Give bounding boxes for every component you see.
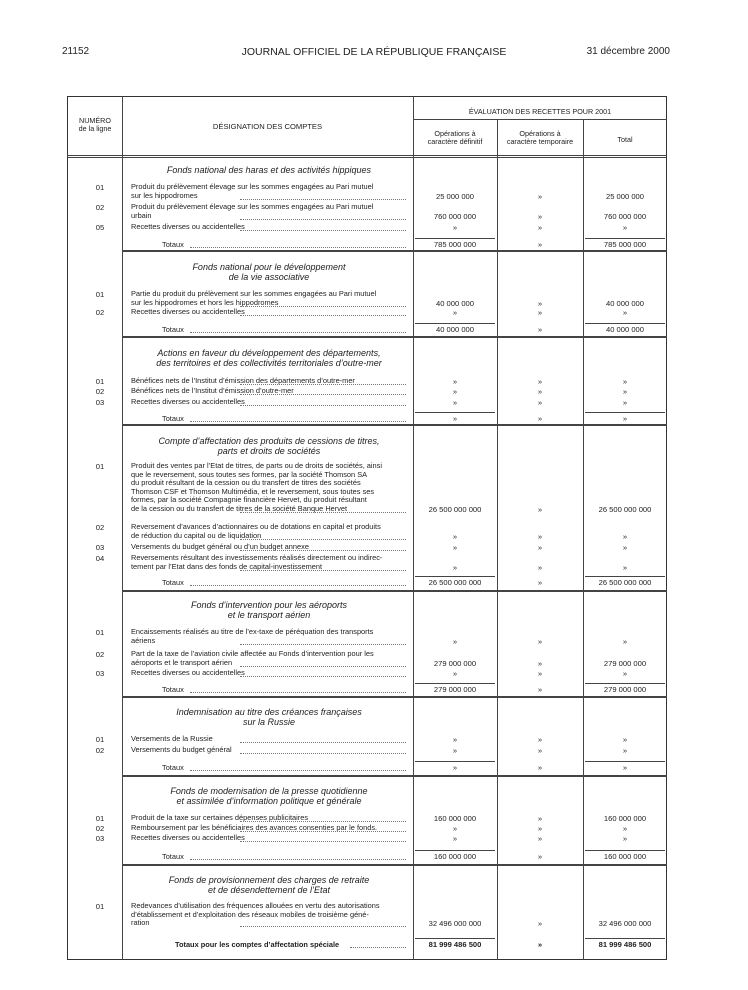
total-rule xyxy=(585,850,665,851)
line-description: Bénéfices nets de l’Institut d’émission d’outre-mer xyxy=(131,387,294,395)
total-tmp: » xyxy=(537,763,543,772)
total-rule xyxy=(585,412,665,413)
total-tmp: » xyxy=(537,414,543,423)
amount-tmp: » xyxy=(537,562,543,572)
amount-tmp: » xyxy=(537,834,543,843)
section-title: Fonds national des haras et des activités hippiques xyxy=(166,165,372,175)
totals-label: Totaux xyxy=(162,325,184,334)
line-number: 01 xyxy=(95,462,105,471)
totals-label: Totaux pour les comptes d’affectation spéciale xyxy=(175,940,340,949)
line-description: Recettes diverses ou accidentelles xyxy=(131,308,245,316)
line-description: Part de la taxe de l’aviation civile affectée au Fonds d’intervention pour les aéroports et le transport aérien xyxy=(131,650,374,667)
amount-def: 760 000 000 xyxy=(433,211,477,221)
column-divider xyxy=(122,96,123,960)
line-description: Versements du budget général xyxy=(131,746,232,754)
totals-label: Totaux xyxy=(162,414,184,423)
dotted-leader xyxy=(240,512,406,513)
total-rule xyxy=(415,576,495,577)
line-number: 01 xyxy=(95,902,105,911)
section-title: Indemnisation au titre des créances françaises sur la Russie xyxy=(176,707,362,727)
amount-def: » xyxy=(452,834,458,843)
section-title: Fonds de provisionnement des charges de retraite et de désendettement de l’Etat xyxy=(168,875,370,895)
total-def: » xyxy=(452,763,458,772)
amount-tmp: » xyxy=(537,191,543,201)
dotted-leader xyxy=(240,831,406,832)
dotted-leader xyxy=(240,841,406,842)
total-rule xyxy=(585,761,665,762)
amount-def: » xyxy=(452,398,458,407)
section-separator xyxy=(122,424,667,426)
line-number: 02 xyxy=(95,387,105,396)
dotted-leader xyxy=(240,219,406,220)
total-def: 40 000 000 xyxy=(435,325,474,334)
line-number: 02 xyxy=(95,650,105,659)
amount-tot: » xyxy=(622,669,628,678)
total-rule xyxy=(585,576,665,577)
total-tot: 160 000 000 xyxy=(603,852,647,861)
amount-def: » xyxy=(452,562,458,572)
line-description: Recettes diverses ou accidentelles xyxy=(131,398,245,406)
amount-tmp: » xyxy=(537,308,543,317)
totals-label: Totaux xyxy=(162,685,184,694)
amount-tot: 26 500 000 000 xyxy=(598,505,652,514)
amount-def: » xyxy=(452,377,458,386)
amount-tot: 32 496 000 000 xyxy=(598,919,652,929)
line-description: Produit des ventes par l’Etat de titres, de parts ou de droits de sociétés, ainsi que le reversement, sous toutes ses formes, par la société Thomson SA du produit résultant de la cession ou du transfert de titres des sociétés Thomson CSF et Thomson Multimédia, et le reversement, sous toutes ses formes, par la société Compagnie financière Hervet, du produit résultant de la cession ou du transfert de titres de la société Banque Hervet xyxy=(131,462,383,513)
line-number: 03 xyxy=(95,543,105,552)
totals-label: Totaux xyxy=(162,578,184,587)
section-separator xyxy=(122,250,667,252)
amount-tot: » xyxy=(622,746,628,755)
header-col-temporaire: Opérations à caractère temporaire xyxy=(506,129,574,146)
journal-title: JOURNAL OFFICIEL DE LA RÉPUBLIQUE FRANÇAISE xyxy=(241,46,507,58)
line-number: 02 xyxy=(95,308,105,317)
line-description: Redevances d’utilisation des fréquences allouées en vertu des autorisations d’établissement et d’exploitation des réseaux mobiles de troisième géné- ration xyxy=(131,902,380,928)
total-rule xyxy=(415,683,495,684)
total-tmp: » xyxy=(537,325,543,334)
amount-tot: 40 000 000 xyxy=(605,298,644,308)
section-title: Fonds de modernisation de la presse quotidienne et assimilée d’information politique et générale xyxy=(170,786,368,806)
dotted-leader xyxy=(350,947,406,948)
section-separator xyxy=(122,590,667,592)
line-description: Remboursement par les bénéficiaires des avances consenties par le fonds. xyxy=(131,824,378,832)
section-separator xyxy=(122,864,667,866)
total-tmp: » xyxy=(537,852,543,861)
totals-label: Totaux xyxy=(162,852,184,861)
total-rule xyxy=(585,323,665,324)
amount-tmp: » xyxy=(537,223,543,232)
line-number: 02 xyxy=(95,523,105,532)
dotted-leader xyxy=(190,859,406,860)
page-number: 21152 xyxy=(62,46,90,57)
dotted-leader xyxy=(240,539,406,540)
section-separator xyxy=(122,696,667,698)
total-rule xyxy=(415,850,495,851)
header-numero: NUMÉRO de la ligne xyxy=(78,116,112,133)
dotted-leader xyxy=(240,644,406,645)
dotted-leader xyxy=(240,384,406,385)
amount-def: » xyxy=(452,746,458,755)
total-tmp: » xyxy=(537,578,543,587)
total-rule xyxy=(585,683,665,684)
total-def: 160 000 000 xyxy=(433,852,477,861)
total-rule xyxy=(585,938,665,939)
section-title: Actions en faveur du développement des départements, des territoires et des collectivités territoriales d’outre-mer xyxy=(156,348,382,368)
total-rule xyxy=(415,412,495,413)
amount-tot: » xyxy=(622,636,628,646)
amount-def: » xyxy=(452,223,458,232)
total-tot: » xyxy=(622,763,628,772)
header-evaluation: ÉVALUATION DES RECETTES POUR 2001 xyxy=(468,107,612,116)
total-tot: » xyxy=(622,414,628,423)
dotted-leader xyxy=(240,394,406,395)
line-description: Versements du budget général ou d’un budget annexe xyxy=(131,543,309,551)
line-description: Produit de la taxe sur certaines dépenses publicitaires xyxy=(131,814,309,822)
total-rule xyxy=(415,761,495,762)
dotted-leader xyxy=(240,230,406,231)
amount-tot: 25 000 000 xyxy=(605,191,644,201)
total-def: 26 500 000 000 xyxy=(428,578,482,587)
amount-def: » xyxy=(452,636,458,646)
line-description: Produit du prélèvement élevage sur les sommes engagées au Pari mutuel sur les hippodromes xyxy=(131,183,374,200)
amount-def: » xyxy=(452,824,458,833)
amount-tot: » xyxy=(622,824,628,833)
amount-tmp: » xyxy=(537,735,543,744)
line-description: Bénéfices nets de l’Institut d’émission des départements d’outre-mer xyxy=(131,377,355,385)
totals-label: Totaux xyxy=(162,763,184,772)
amount-def: 26 500 000 000 xyxy=(428,505,482,514)
header-bottom-rule xyxy=(67,155,667,158)
amount-tmp: » xyxy=(537,298,543,308)
amount-tot: 760 000 000 xyxy=(603,211,647,221)
dotted-leader xyxy=(240,570,406,571)
line-description: Partie du produit du prélèvement sur les sommes engagées au Pari mutuel sur les hippodromes et hors les hippodromes xyxy=(131,290,377,307)
amount-tot: » xyxy=(622,834,628,843)
amount-tmp: » xyxy=(537,543,543,552)
dotted-leader xyxy=(240,742,406,743)
line-number: 03 xyxy=(95,398,105,407)
section-title: Compte d’affectation des produits de cessions de titres, parts et droits de sociétés xyxy=(158,436,380,456)
total-tot: 26 500 000 000 xyxy=(598,578,652,587)
amount-tot: » xyxy=(622,543,628,552)
amount-def: 279 000 000 xyxy=(433,658,477,668)
line-description: Recettes diverses ou accidentelles xyxy=(131,223,245,231)
dotted-leader xyxy=(190,585,406,586)
total-tot: 81 999 486 500 xyxy=(598,940,652,949)
total-rule xyxy=(585,238,665,239)
dotted-leader xyxy=(240,405,406,406)
line-number: 04 xyxy=(95,554,105,563)
amount-tmp: » xyxy=(537,658,543,668)
amount-tmp: » xyxy=(537,398,543,407)
line-description: Recettes diverses ou accidentelles xyxy=(131,669,245,677)
total-tmp: » xyxy=(537,240,543,249)
dotted-leader xyxy=(240,926,406,927)
amount-def: 160 000 000 xyxy=(433,814,477,823)
line-number: 01 xyxy=(95,183,105,192)
amount-def: » xyxy=(452,735,458,744)
dotted-leader xyxy=(240,306,406,307)
dotted-leader xyxy=(240,666,406,667)
total-def: » xyxy=(452,414,458,423)
total-tmp: » xyxy=(537,940,543,949)
amount-tot: » xyxy=(622,735,628,744)
dotted-leader xyxy=(190,247,406,248)
section-title: Fonds national pour le développement de la vie associative xyxy=(192,262,346,282)
header-col-definitif: Opérations à caractère définitif xyxy=(427,129,483,146)
header-designation: DÉSIGNATION DES COMPTES xyxy=(212,122,323,131)
line-description: Produit du prélèvement élevage sur les sommes engagées au Pari mutuel urbain xyxy=(131,203,374,220)
amount-tmp: » xyxy=(537,669,543,678)
dotted-leader xyxy=(240,753,406,754)
amount-tmp: » xyxy=(537,531,543,541)
total-tot: 279 000 000 xyxy=(603,685,647,694)
total-def: 785 000 000 xyxy=(433,240,477,249)
amount-def: 40 000 000 xyxy=(435,298,474,308)
amount-tot: » xyxy=(622,562,628,572)
dotted-leader xyxy=(240,199,406,200)
amount-tmp: » xyxy=(537,211,543,221)
amount-tmp: » xyxy=(537,387,543,396)
total-rule xyxy=(415,238,495,239)
line-description: Versements de la Russie xyxy=(131,735,213,743)
amount-tmp: » xyxy=(537,814,543,823)
dotted-leader xyxy=(190,421,406,422)
line-number: 03 xyxy=(95,669,105,678)
dotted-leader xyxy=(190,692,406,693)
line-description: Reversement d’avances d’actionnaires ou de dotations en capital et produits de réduction du capital ou de liquidation xyxy=(131,523,381,540)
amount-def: » xyxy=(452,669,458,678)
line-number: 01 xyxy=(95,377,105,386)
amount-tmp: » xyxy=(537,377,543,386)
amount-tot: » xyxy=(622,387,628,396)
line-number: 02 xyxy=(95,824,105,833)
total-tot: 785 000 000 xyxy=(603,240,647,249)
amount-tmp: » xyxy=(537,636,543,646)
line-description: Reversements résultant des investissements réalisés directement ou indirec- tement par l’Etat dans des fonds de capital-investissement xyxy=(131,554,383,571)
amount-def: 25 000 000 xyxy=(435,191,474,201)
line-number: 01 xyxy=(95,628,105,637)
amount-def: 32 496 000 000 xyxy=(428,919,482,929)
section-title: Fonds d’intervention pour les aéroports et le transport aérien xyxy=(190,600,348,620)
line-number: 05 xyxy=(95,223,105,232)
amount-tot: » xyxy=(622,398,628,407)
section-separator xyxy=(122,336,667,338)
dotted-leader xyxy=(240,821,406,822)
amount-tmp: » xyxy=(537,824,543,833)
header-col-total: Total xyxy=(617,135,633,144)
issue-date: 31 décembre 2000 xyxy=(586,46,670,57)
amount-tmp: » xyxy=(537,746,543,755)
total-tmp: » xyxy=(537,685,543,694)
line-number: 02 xyxy=(95,203,105,212)
line-number: 03 xyxy=(95,834,105,843)
total-rule xyxy=(415,938,495,939)
dotted-leader xyxy=(190,332,406,333)
amount-tot: » xyxy=(622,223,628,232)
amount-tot: 160 000 000 xyxy=(603,814,647,823)
dotted-leader xyxy=(240,315,406,316)
amount-tmp: » xyxy=(537,919,543,929)
header-rule xyxy=(413,119,667,120)
amount-tot: » xyxy=(622,531,628,541)
line-description: Encaissements réalisés au titre de l’ex-taxe de péréquation des transports aériens xyxy=(131,628,374,645)
line-number: 01 xyxy=(95,290,105,299)
amount-def: » xyxy=(452,543,458,552)
total-def: 279 000 000 xyxy=(433,685,477,694)
amount-tot: » xyxy=(622,377,628,386)
line-description: Recettes diverses ou accidentelles xyxy=(131,834,245,842)
dotted-leader xyxy=(240,676,406,677)
section-separator xyxy=(122,775,667,777)
amount-def: » xyxy=(452,531,458,541)
amount-def: » xyxy=(452,387,458,396)
total-rule xyxy=(415,323,495,324)
total-tot: 40 000 000 xyxy=(605,325,644,334)
amount-tmp: » xyxy=(537,505,543,514)
total-def: 81 999 486 500 xyxy=(428,940,482,949)
amount-tot: » xyxy=(622,308,628,317)
line-number: 02 xyxy=(95,746,105,755)
amount-def: » xyxy=(452,308,458,317)
amount-tot: 279 000 000 xyxy=(603,658,647,668)
totals-label: Totaux xyxy=(162,240,184,249)
dotted-leader xyxy=(240,550,406,551)
line-number: 01 xyxy=(95,814,105,823)
line-number: 01 xyxy=(95,735,105,744)
dotted-leader xyxy=(190,770,406,771)
